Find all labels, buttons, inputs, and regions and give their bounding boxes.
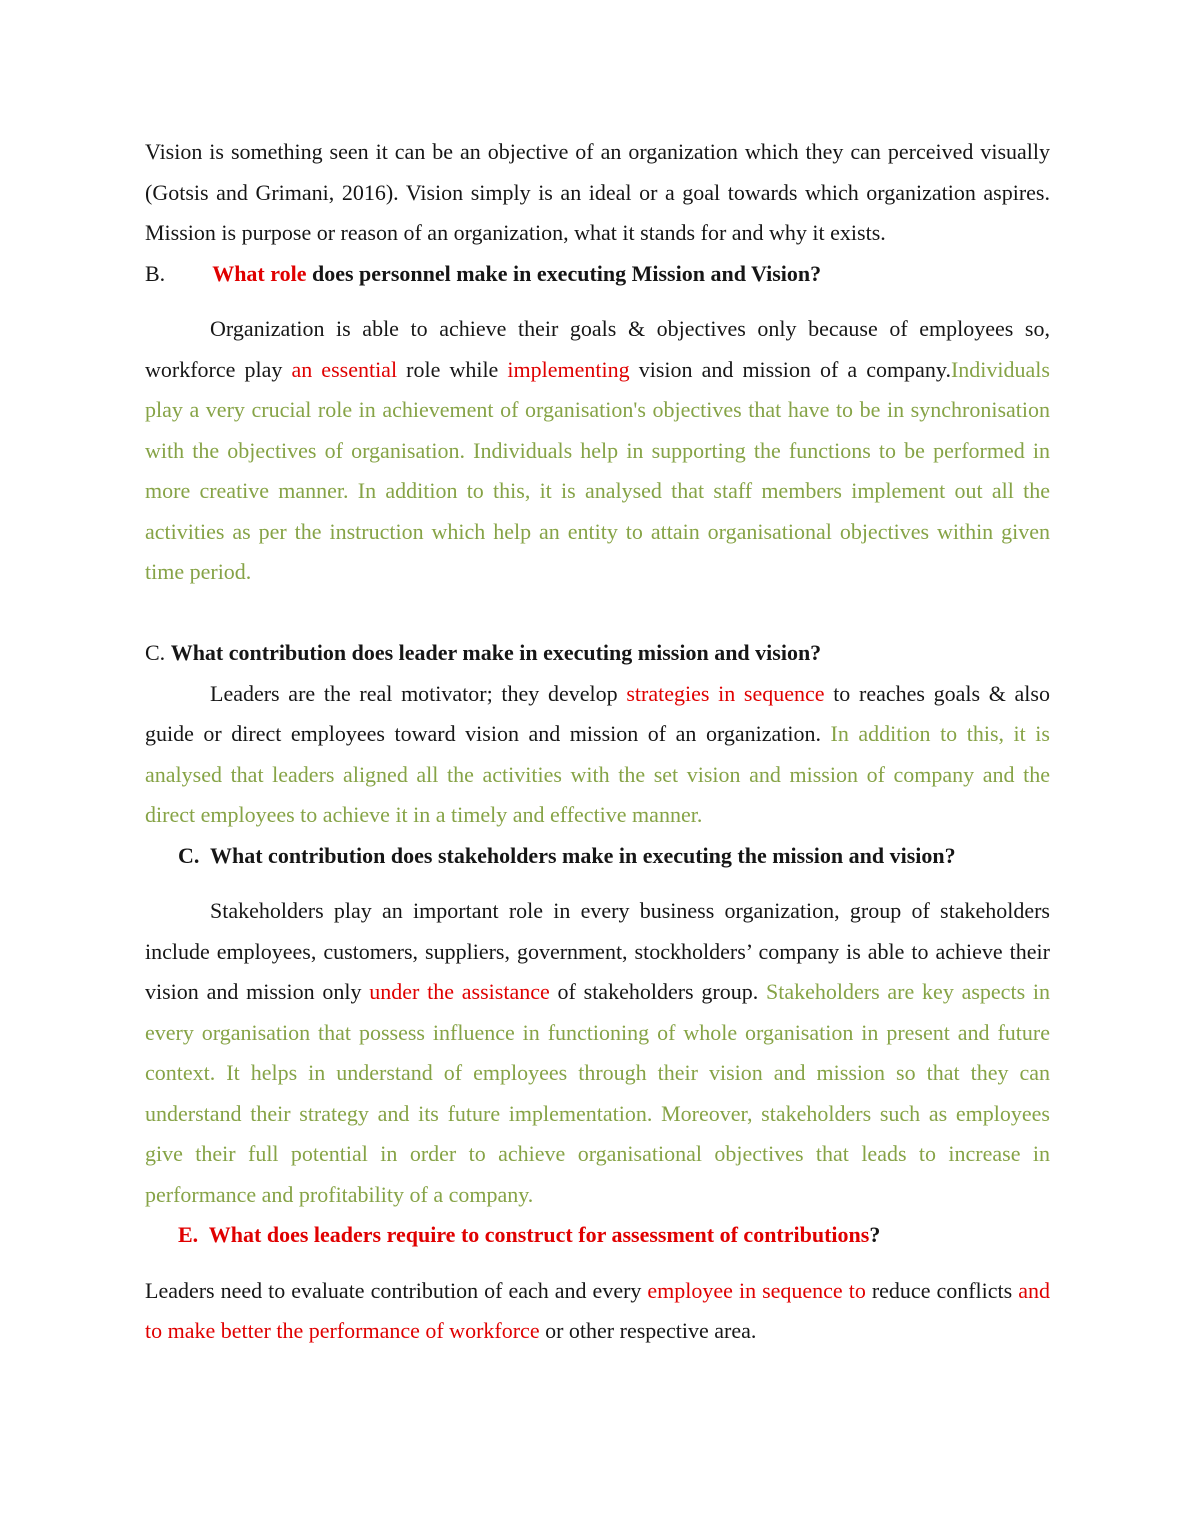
text-run-black: reduce conflicts [865,1277,1019,1303]
text-run-red: employee in sequence to [647,1277,866,1303]
text-run-black: Leaders are the real motivator; they develop [210,680,627,706]
text-run-green: Individuals play a very crucial role in achievement of organisation's objectives that have to be in synchronisation with the objectives of organisation. Individuals help in supporting the functions to be performed in more creative manner. In addition to this, it is analysed that staff members implement out all the activities as per the instruction which help an entity to attain organisational objectives within given time period. [145,356,1050,584]
text-run-red: and to make better the performance of workforce [145,1277,1050,1343]
heading-c-leader [145,633,1050,674]
text-run-red: E. What does leaders require to construct for assessment of contributions [178,1222,870,1247]
heading-e-assessment [145,1215,1050,1256]
paragraph-leader [145,674,1050,836]
document-content [145,132,1050,1352]
paragraph-stakeholders [145,891,1050,1215]
text-run-black: Stakeholders play an important role in every business organization, group of stakeholders include employees, customers, suppliers, government, stockholders’ company is able to achieve their vision and mission only [145,898,1050,1004]
text-run-black: of stakeholders group. [549,979,759,1004]
text-run-black: to reaches goals & also guide or direct employees toward vision and mission of an organization. [145,680,1050,746]
paragraph-personnel [145,309,1050,593]
paragraph-assessment [145,1271,1050,1352]
text-run-green: Stakeholders are key aspects in every organisation that possess influence in functioning of whole organisation in present and future context. It helps in understand of employees through their vision and mission so that they can understand their strategy and its future implementation. Moreover, stakeholders such as employees give their full potential in order to achieve organisational objectives that leads to increase in performance and profitability of a company. [145,979,1051,1207]
text-run-black: B. [145,260,166,286]
heading-c-stakeholders [145,836,1050,877]
blank-line [145,593,1050,634]
text-run-red: strategies in sequence [626,680,825,706]
text-run-red: under the assistance [369,979,550,1004]
text-run-black: role while [397,356,508,382]
text-run-black: What contribution does leader make in executing mission and vision? [170,640,822,665]
text-run-black: C. [145,640,171,665]
text-run-black: Organization is able to achieve their goals & objectives only because of employees so, workforce play [145,316,1050,382]
text-run-black: ? [869,1222,881,1247]
text-run-red: an essential [291,356,398,382]
heading-b-personnel [145,254,1050,295]
text-run-red: What role [212,260,307,286]
text-run-black: C. What contribution does stakeholders make in executing the mission and vision? [178,842,956,868]
paragraph-intro [145,132,1050,254]
text-run-black: Leaders need to evaluate contribution of each and every [145,1277,648,1303]
text-run-red: implementing [507,356,630,382]
text-run-black: vision and mission of a company. [629,356,951,382]
text-run-green: In addition to this, it is analysed that leaders aligned all the activities with the set vision and mission of company and the direct employees to achieve it in a timely and effective manner. [145,721,1050,827]
text-run-black: Vision is something seen it can be an objective of an organization which they can perceived visually (Gotsis and Grimani, 2016). Vision simply is an ideal or a goal towards which organization aspires. Mission is purpose or reason of an organization, what it stands for and why it exists. [145,139,1050,245]
text-run-black: or other respective area. [539,1318,757,1343]
text-run-black: does personnel make in executing Mission and Vision? [306,260,822,286]
